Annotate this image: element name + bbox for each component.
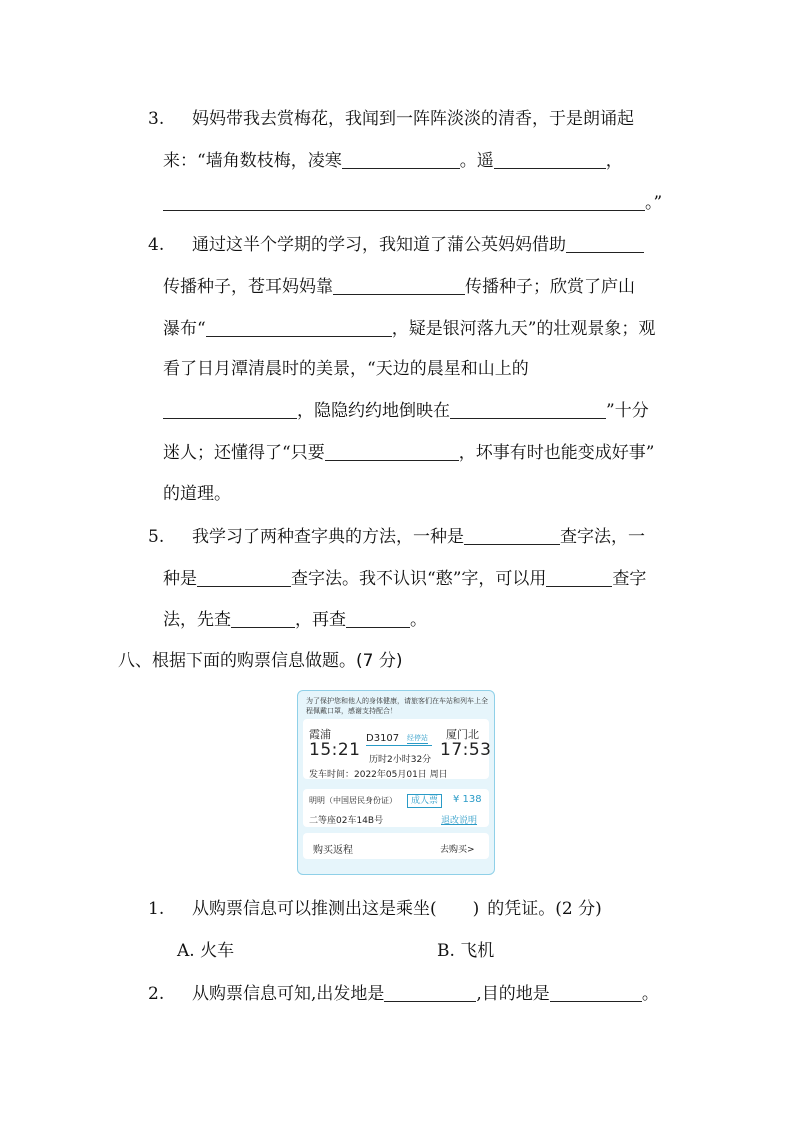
q4-blank-3[interactable] [206, 318, 392, 337]
sub2-text-a: 从购票信息可知,出发地是 [192, 984, 385, 1004]
ticket-journey-panel [303, 719, 492, 780]
q4-line7 [163, 483, 231, 505]
ticket-type-badge: 成人票 [407, 794, 442, 808]
sub2-text-b: ,目的地是 [476, 984, 550, 1004]
q4-text-line3a: 瀑布“ [163, 319, 206, 339]
q5-line1 [148, 526, 645, 548]
q4-text-line5a: ，隐隐约约地倒映在 [297, 401, 450, 421]
q5-number: 5. [148, 527, 165, 547]
q3-text-line3-end: 。” [645, 193, 663, 213]
q4-blank-5[interactable] [450, 400, 606, 419]
q5-blank-2[interactable] [197, 568, 291, 587]
return-trip-row[interactable] [303, 833, 489, 859]
q4-text-line1: 通过这半个学期的学习，我知道了蒲公英妈妈借助 [192, 235, 566, 255]
q3-number: 3. [148, 109, 165, 129]
to-time: 17:53 [440, 740, 492, 760]
to-city: 厦门北 [446, 728, 479, 741]
sub1-option-b[interactable]: B. 飞机 [437, 941, 495, 961]
q4-blank-1[interactable] [566, 234, 644, 253]
sub2-blank-1[interactable] [384, 983, 476, 1002]
ticket-price: ¥ 138 [453, 794, 482, 805]
ticket-card [297, 690, 495, 875]
q5-blank-5[interactable] [346, 609, 410, 628]
q3-text-line2b: 。遥 [459, 151, 494, 171]
stops-link[interactable]: 经停站 [407, 734, 428, 742]
sub2-blank-2[interactable] [550, 983, 642, 1002]
ticket-notice: 为了保护您和他人的身体健康，请旅客们在车站和列车上全程佩戴口罩，感谢支持配合！ [306, 697, 488, 715]
seat-info: 二等座02车14B号 [309, 816, 384, 826]
q3-blank-2[interactable] [494, 150, 606, 169]
q5-text-line2c: 查字 [612, 569, 647, 589]
q4-line6 [163, 442, 654, 464]
sub1-text-b: ) [472, 899, 480, 919]
q5-text-line3c: 。 [410, 610, 427, 630]
trip-duration: 历时2小时32分 [369, 755, 432, 765]
q3-line2 [163, 150, 623, 172]
sub1-line [148, 898, 602, 920]
q3-text-line2a: 来：“墙角数枝梅，凌寒 [163, 151, 342, 171]
q3-text-line1: 妈妈带我去赏梅花，我闻到一阵阵淡淡的清香，于是朗诵起 [192, 109, 634, 129]
q4-blank-2[interactable] [333, 276, 465, 295]
sub1-text-a: 从购票信息可以推测出这是乘坐( [192, 899, 437, 919]
q5-blank-1[interactable] [464, 526, 560, 545]
q4-blank-6[interactable] [325, 442, 459, 461]
sub1-number: 1. [148, 899, 165, 919]
q4-text-line2b: 传播种子；欣赏了庐山 [465, 277, 635, 297]
sub2-line [148, 983, 659, 1005]
q4-number: 4. [148, 235, 165, 255]
from-time: 15:21 [309, 740, 361, 760]
q4-text-line3b: ，疑是银河落九天”的壮观景象；观 [391, 319, 656, 339]
q5-blank-4[interactable] [231, 609, 295, 628]
q5-text-line1b: 查字法，一 [560, 527, 645, 547]
q3-blank-3[interactable] [163, 192, 645, 211]
q5-text-line3b: ，再查 [295, 610, 346, 630]
q3-blank-1[interactable] [342, 150, 460, 169]
q4-blank-4[interactable] [163, 400, 297, 419]
q4-text-line5b: ”十分 [606, 401, 649, 421]
route-arrow-line [366, 745, 432, 746]
passenger-info: 明明（中国居民身份证） [309, 796, 397, 805]
sub1-option-a[interactable]: A. 火车 [177, 941, 235, 961]
q4-line4 [163, 358, 529, 380]
section8-title: 八、根据下面的购票信息做题。(7 分) [118, 651, 403, 671]
q3-line3 [163, 192, 662, 214]
from-city: 霞浦 [309, 728, 331, 741]
depart-time: 发车时间：2022年05月01日 周日 [309, 770, 448, 780]
q3-line1 [148, 108, 634, 130]
q5-blank-3[interactable] [546, 568, 612, 587]
q5-text-line1a: 我学习了两种查字典的方法，一种是 [192, 527, 464, 547]
q4-line3 [163, 318, 655, 340]
sub1-text-c: 的凭证。(2 分) [487, 899, 602, 919]
q4-text-line7: 的道理。 [163, 484, 231, 504]
q4-line5 [163, 400, 649, 422]
refund-policy-link[interactable]: 退改说明 [441, 816, 478, 826]
q4-line1 [148, 234, 644, 256]
return-trip-label: 购买返程 [313, 845, 353, 856]
q5-text-line2a: 种是 [163, 569, 197, 589]
q4-text-line6a: 迷人；还懂得了“只要 [163, 443, 325, 463]
q5-text-line3a: 法，先查 [163, 610, 231, 630]
train-number: D3107 [366, 733, 400, 744]
return-trip-button[interactable]: 去购买> [440, 845, 475, 855]
q4-line2 [163, 276, 635, 298]
sub2-text-c: 。 [641, 984, 659, 1004]
q5-line3 [163, 609, 427, 631]
sub2-number: 2. [148, 984, 165, 1004]
q5-text-line2b: 查字法。我不认识“憨”字，可以用 [291, 569, 547, 589]
q4-text-line4: 看了日月潭清晨时的美景，“天边的晨星和山上的 [163, 359, 529, 379]
q3-text-line2c: ， [605, 151, 623, 171]
q4-text-line2a: 传播种子，苍耳妈妈靠 [163, 277, 333, 297]
ticket-passenger-panel [303, 789, 489, 827]
q5-line2 [163, 568, 646, 590]
q4-text-line6b: ，坏事有时也能变成好事” [458, 443, 655, 463]
